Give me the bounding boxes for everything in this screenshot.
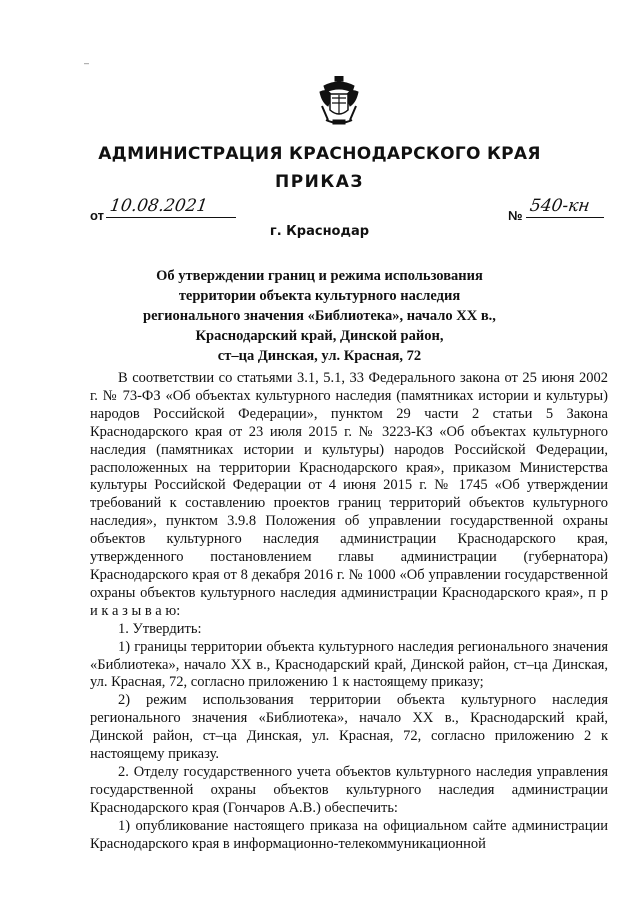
order-body — [90, 370, 608, 853]
date-underline — [106, 217, 236, 218]
title-line: регионального значения «Библиотека», начало XX в., — [143, 308, 496, 324]
number-prefix: № — [508, 208, 523, 223]
date-prefix: от — [90, 208, 104, 223]
preamble-paragraph: В соответствии со статьями 3.1, 5.1, 33 Федерального закона от 25 июня 2002 г. № 73-ФЗ «Об объектах культурного наследия (памятниках истории и культуры) народов Российской Федерации», пунктом 29 части 2 статьи 5 Закона Краснодарского края от 23 июля 2015 г. № 3223-КЗ «Об объектах культурного наследия (памятниках истории и культуры) народов Российской Федерации, расположенных на территории Краснодарского края», приказом Министерства культуры Российской Федерации от 4 июня 2015 г. № 1745 «Об утверждении требований к составлению проектов границ территорий объектов культурного наследия», пунктом 3.9.8 Положения об управлении государственной охраны объектов культурного наследия администрации Краснодарского края, утвержденного постановлением главы администрации (губернатора) Краснодарского края от 8 декабря 2016 г. № 1000 «Об управлении государственной охраны объектов культурного наследия администрации Краснодарского края», п р и к а з ы в а ю: — [90, 370, 608, 619]
clause-1: 1. Утвердить: — [118, 620, 202, 637]
number-underline — [526, 217, 604, 218]
organization-name: АДМИНИСТРАЦИЯ КРАСНОДАРСКОГО КРАЯ — [98, 144, 541, 164]
title-line: ст–ца Динская, ул. Красная, 72 — [217, 348, 422, 364]
clause-1-1: 1) границы территории объекта культурного наследия регионального значения «Библиотека», начало XX в., Краснодарский край, Динской район, ст–ца Динская, ул. Красная, 72, согласно приложению 1 к настоящему приказу; — [90, 638, 608, 691]
document-type: ПРИКАЗ — [274, 172, 365, 192]
title-line: Об утверждении границ и режима использования — [156, 268, 483, 284]
title-line: Краснодарский край, Динской район, — [195, 328, 444, 344]
handwritten-number: 540-кн — [528, 196, 591, 216]
handwritten-date: 10.08.2021 — [108, 196, 209, 216]
title-line: территории объекта культурного наследия — [178, 288, 461, 304]
city: г. Краснодар — [269, 224, 370, 239]
order-title — [100, 266, 539, 366]
clause-1-2: 2) режим использования территории объекта культурного наследия регионального значения «Библиотека», начало XX в., Краснодарский край, Динской район, ст–ца Динская, ул. Красная, 72, согласно приложению 2 к настоящему приказу. — [90, 692, 608, 763]
clause-2: 2. Отделу государственного учета объектов культурного наследия управления государственной охраны объектов культурного наследия администрации Краснодарского края (Гончаров А.В.) обеспечить: — [90, 763, 608, 816]
clause-2-1: 1) опубликование настоящего приказа на официальном сайте администрации Краснодарского края в информационно-телекоммуникационной — [90, 817, 608, 852]
corner-mark: – — [84, 58, 90, 68]
coat-of-arms-emblem — [318, 76, 360, 128]
